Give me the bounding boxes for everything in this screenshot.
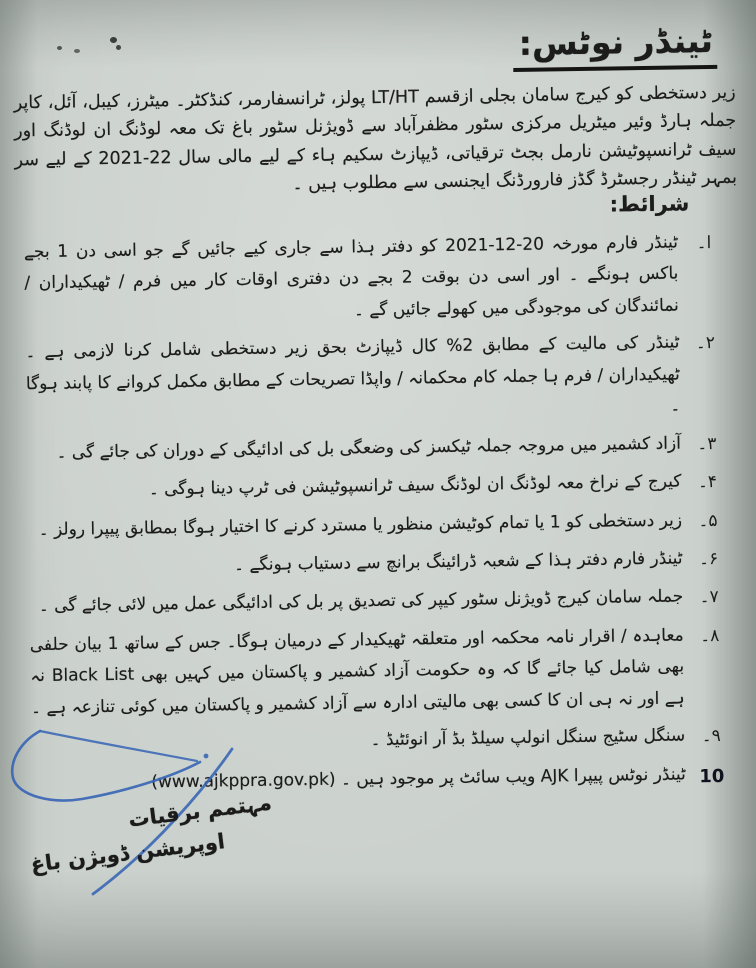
item-number: 10	[699, 765, 725, 787]
list-item	[23, 581, 735, 624]
item-number: ۷۔	[699, 587, 719, 608]
item-number: ۶۔	[698, 548, 719, 570]
item-text: زیر دستخطی کو 1 یا تمام کوٹیشن منظور یا مسترد کرنے کا اختیار ہوگا بمطابق پیپرا رولز ۔	[38, 510, 683, 540]
stamp-designation-line2: اوپریشن ڈویژن باغ	[29, 829, 227, 877]
list-item	[25, 720, 737, 763]
item-text: آزاد کشمیر میں مروجہ جملہ ٹیکسز کی وضعگی بل کی ادائیگی کے دوران کی جائے گی ۔	[56, 433, 682, 463]
stamp-designation-line1: مہتمم برقیات	[127, 790, 273, 832]
item-text: جملہ سامان کیرج ڈویژنل سٹور کیپر کی تصدیق پر بل کی ادائیگی عمل میں لائی جائے گی ۔	[38, 586, 684, 617]
intro-paragraph: زیر دستخطی کو کیرج سامان بجلی ازقسم LT/HT پولز، ٹرانسفارمر، کنڈکٹر۔ میٹرز، کیبل، آئل، کاپر جملہ ہارڈ وئیر میٹریل مرکزی سٹور مظفرآباد سے ڈویژنل سٹور باغ تک معہ لوڈنگ ان لوڈنگ اور سیف ٹرانسپوٹیشن نارمل بجٹ ترقیاتی، ڈیپازٹ سکیم ہاء کے لیے مالی سال 22-2021 کے لیے سر بمہر ٹینڈر رجسٹرڈ گڈز فارورڈنگ ایجنسی سے مطلوب ہیں ۔	[13, 82, 738, 195]
item-number: ۸۔	[700, 625, 720, 647]
item-text: معاہدہ / اقرار نامہ محکمہ اور متعلقہ ٹھیکیدار کے درمیان ہوگا۔ جس کے ساتھ 1 بیان حلفی بھی شامل کیا جائے گا کہ وہ حکومت آزاد کشمیر و پاکستان میں کہیں بھی Black List نہ ہے اور نہ ہی ان کا کسی بھی مالیتی ادارہ سے آزاد کشمیر و پاکستان میں کوئی تنازعہ ہے ۔	[29, 625, 685, 718]
list-item	[22, 504, 734, 547]
list-item	[22, 543, 734, 586]
item-text: ٹینڈر کی مالیت کے مطابق 2% کال ڈیپازٹ بحق زیر دستخطی شامل کرنا لازمی ہے ۔ ٹھیکیداران / فرم ہا جملہ کام محکمانہ / واپڈا تصریحات کے مطابق مکمل کروانے کا پابند ہوگا ۔	[25, 332, 681, 416]
item-number: ۲۔	[695, 333, 716, 354]
item-text: ٹینڈر فارم مورخہ 20-12-2021 کو دفتر ہذا سے جاری کیے جائیں گے جو اسی دن 1 بجے باکس ہونگے ۔ اور اسی دن بوقت 2 بجے دن دفتری اوقات کار میں فرم / ٹھیکیداران / نمائندگان کی موجودگی میں کھولے جائیں گے ۔	[23, 232, 679, 321]
conditions-heading: شرائط:	[609, 191, 690, 217]
item-text: ٹینڈر فارم دفتر ہذا کے شعبہ ڈرائینگ برانچ سے دستیاب ہونگے ۔	[233, 548, 683, 576]
list-item	[18, 227, 731, 332]
item-number: ۹۔	[701, 726, 721, 747]
list-item	[24, 620, 737, 725]
page-title: ٹینڈر نوٹس:	[512, 21, 717, 72]
conditions-list	[18, 227, 738, 809]
item-number: ا۔	[696, 233, 712, 254]
list-item	[26, 758, 738, 803]
list-item	[19, 327, 732, 432]
list-item	[21, 466, 733, 509]
item-number: ۵۔	[698, 510, 718, 531]
item-number: ۴۔	[697, 472, 718, 493]
item-text: کیرج کے نراخ معہ لوڈنگ ان لوڈنگ سیف ٹرانسپوٹیشن فی ٹرپ دینا ہوگی ۔	[148, 471, 682, 500]
item-text: ٹینڈر نوٹس پیپرا AJK ویب سائٹ پر موجود ہیں ۔ (www.ajkppra.gov.pk)	[151, 764, 686, 792]
item-text: سنگل سٹیج سنگل انولپ سیلڈ بڈ آر انوئٹیڈ ۔	[370, 725, 686, 751]
item-number: ۳۔	[697, 433, 717, 454]
list-item	[21, 427, 733, 470]
